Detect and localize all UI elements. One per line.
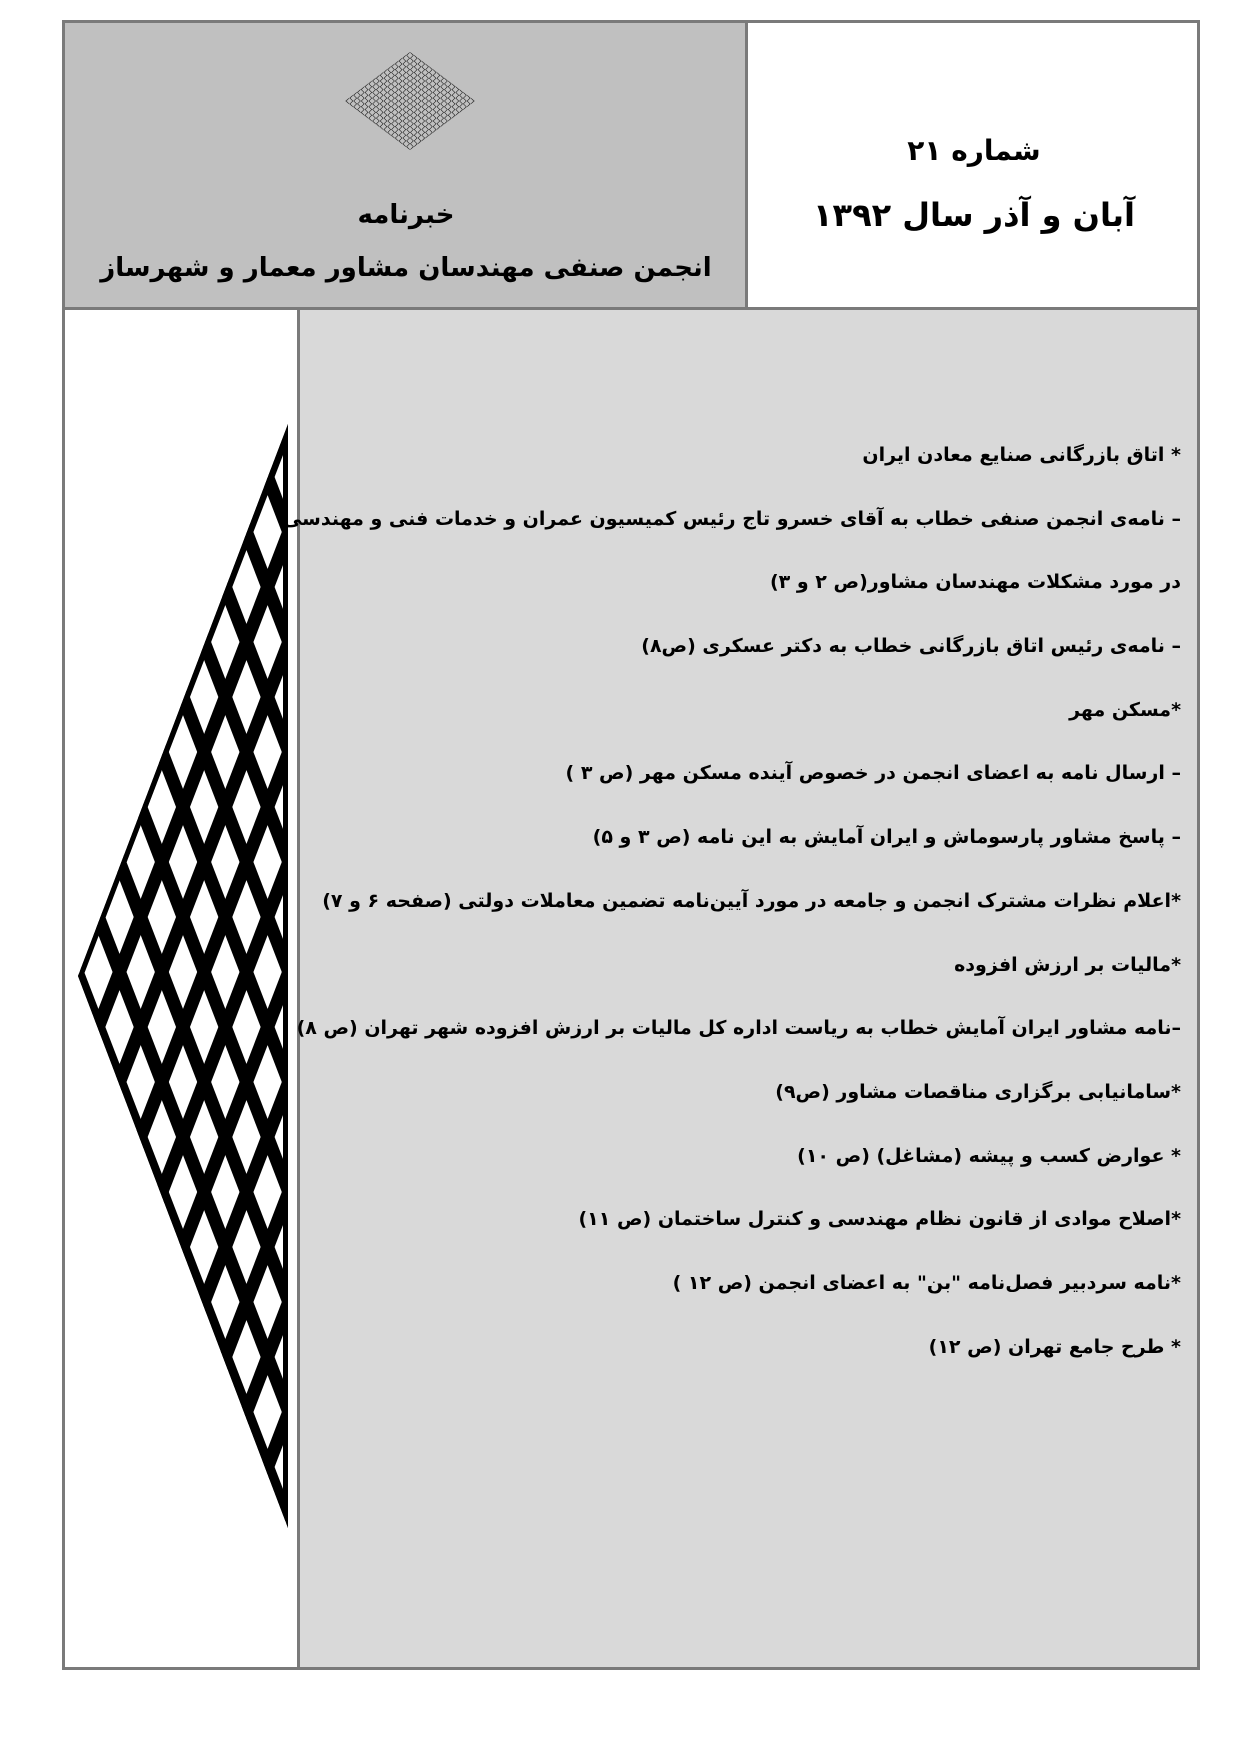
toc-item: در مورد مشکلات مهندسان مشاور(ص ۲ و ۳) xyxy=(769,571,1181,594)
toc-item: * عوارض کسب و پیشه (مشاغل) (ص ۱۰) xyxy=(797,1144,1181,1167)
diamond-lattice-pattern-icon xyxy=(78,424,288,1532)
toc-item: *اعلام نظرات مشترک انجمن و جامعه در مورد آیین‌نامه تضمین معاملات دولتی (صفحه ۶ و ۷) xyxy=(322,889,1181,912)
toc-item: – نامه‌ی انجمن صنفی خطاب به آقای خسرو تاج رئیس کمیسیون عمران و خدمات فنی و مهندسی xyxy=(282,507,1181,530)
toc-item: *اصلاح موادی از قانون نظام مهندسی و کنترل ساختمان (ص ۱۱) xyxy=(578,1208,1181,1231)
diamond-grid-logo-icon xyxy=(345,52,475,154)
toc-item: –نامه مشاور ایران آمایش خطاب به ریاست اداره کل مالیات بر ارزش افزوده شهر تهران (ص ۸) xyxy=(296,1017,1181,1040)
toc-item: – پاسخ مشاور پارسوماش و ایران آمایش به این نامه (ص ۳ و ۵) xyxy=(592,826,1181,849)
publication-title: خبرنامه xyxy=(357,200,455,230)
toc-item: – نامه‌ی رئیس اتاق بازرگانی خطاب به دکتر عسکری (ص۸) xyxy=(641,635,1181,658)
table-of-contents xyxy=(282,440,1181,1395)
toc-item: * اتاق بازرگانی صنایع معادن ایران xyxy=(862,444,1181,466)
toc-item: *مسکن مهر xyxy=(1069,698,1181,721)
toc-item: *سامانیابی برگزاری مناقصات مشاور (ص۹) xyxy=(775,1080,1181,1103)
toc-item: *مالیات بر ارزش افزوده xyxy=(954,953,1181,976)
toc-item: – ارسال نامه به اعضای انجمن در خصوص آینده مسکن مهر (ص ۳ ) xyxy=(565,762,1181,785)
issue-number: شماره ۲۱ xyxy=(907,134,1041,167)
toc-item: *نامه سردبیر فصل‌نامه "بن" به اعضای انجمن (ص ۱۲ ) xyxy=(672,1271,1181,1294)
organization-name: انجمن صنفی مهندسان مشاور معمار و شهرساز xyxy=(100,253,712,283)
toc-item: * طرح جامع تهران (ص ۱۲) xyxy=(928,1335,1181,1358)
issue-date: آبان و آذر سال ۱۳۹۲ xyxy=(813,196,1135,234)
